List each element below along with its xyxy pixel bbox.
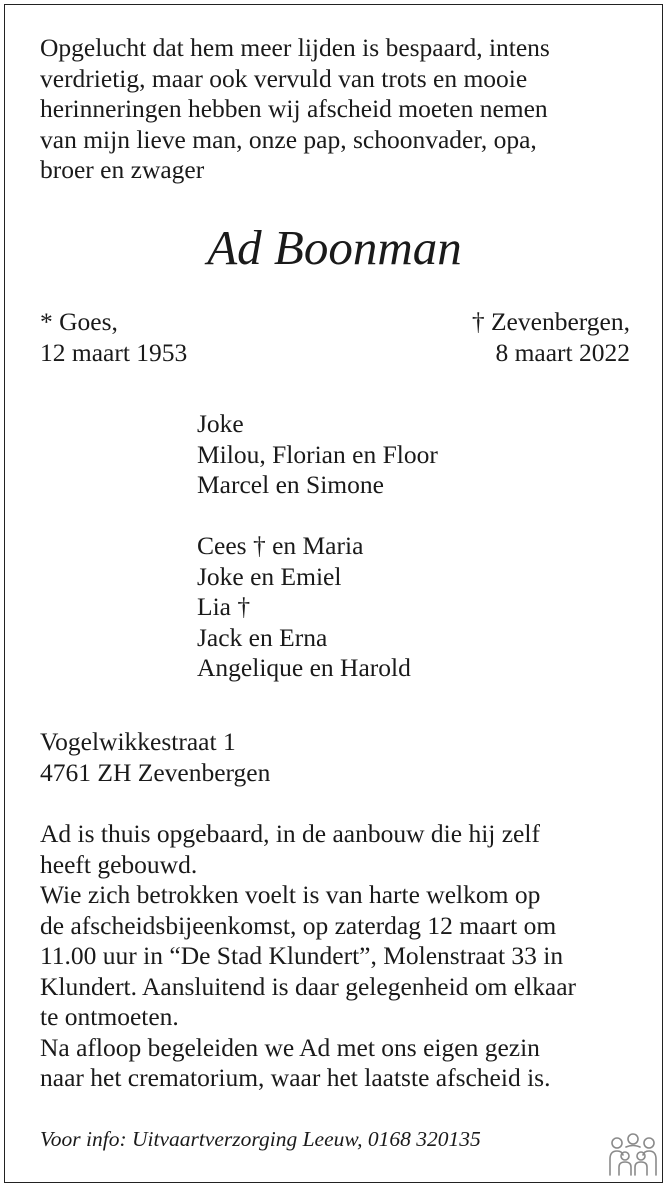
family-member: Cees † en Maria: [197, 531, 364, 560]
family-member: Joke en Emiel: [197, 561, 342, 591]
details-line: naar het crematorium, waar het laatste afscheid is.: [40, 1063, 551, 1092]
details-line: 11.00 uur in “De Stad Klundert”, Molenstraat 33 in: [40, 941, 564, 970]
family-member: Marcel en Simone: [197, 470, 384, 499]
details-line: Wie zich betrokken voelt is van harte welkom op: [40, 880, 541, 909]
intro-line: van mijn lieve man, onze pap, schoonvader, opa,: [40, 124, 537, 154]
death-date: 8 maart 2022: [495, 337, 630, 367]
death-info: [472, 307, 630, 368]
details-line: te ontmoeten.: [40, 1002, 179, 1031]
address-city: 4761 ZH Zevenbergen: [40, 757, 271, 787]
intro-line: Opgelucht dat hem meer lijden is bespaard, intens: [40, 33, 550, 62]
details-line: Klundert. Aansluitend is daar gelegenheid om elkaar: [40, 971, 577, 1001]
deceased-name: Ad Boonman: [207, 220, 462, 275]
birth-info: [40, 307, 187, 368]
funeral-details: [40, 819, 576, 1094]
address-street: Vogelwikkestraat 1: [40, 727, 236, 756]
undertaker-info: Voor info: Uitvaartverzorging Leeuw, 0168 320135: [40, 1127, 481, 1151]
intro-line: herinneringen hebben wij afscheid moeten nemen: [40, 94, 548, 123]
family-list-siblings: [197, 531, 411, 684]
family-member: Lia †: [197, 592, 251, 621]
intro-line: verdrietig, maar ook vervuld van trots en mooie: [40, 63, 528, 93]
family-member: Jack en Erna: [197, 622, 328, 652]
details-line: de afscheidsbijeenkomst, op zaterdag 12 maart om: [40, 910, 557, 940]
correspondence-address: [40, 727, 270, 788]
intro-line: broer en zwager: [40, 155, 205, 184]
death-place: † Zevenbergen,: [471, 307, 630, 336]
intro-text: [40, 33, 550, 186]
family-list-immediate: [197, 409, 438, 501]
details-line: Ad is thuis opgebaard, in de aanbouw die hij zelf: [40, 819, 540, 848]
details-line: Na afloop begeleiden we Ad met ons eigen gezin: [40, 1032, 540, 1062]
family-member: Joke: [197, 409, 244, 438]
birth-place: * Goes,: [40, 307, 118, 336]
family-group-icon: [607, 1133, 659, 1177]
family-member: Angelique en Harold: [197, 653, 411, 682]
birth-date: 12 maart 1953: [40, 337, 188, 367]
family-member: Milou, Florian en Floor: [197, 439, 438, 469]
details-line: heeft gebouwd.: [40, 849, 198, 879]
